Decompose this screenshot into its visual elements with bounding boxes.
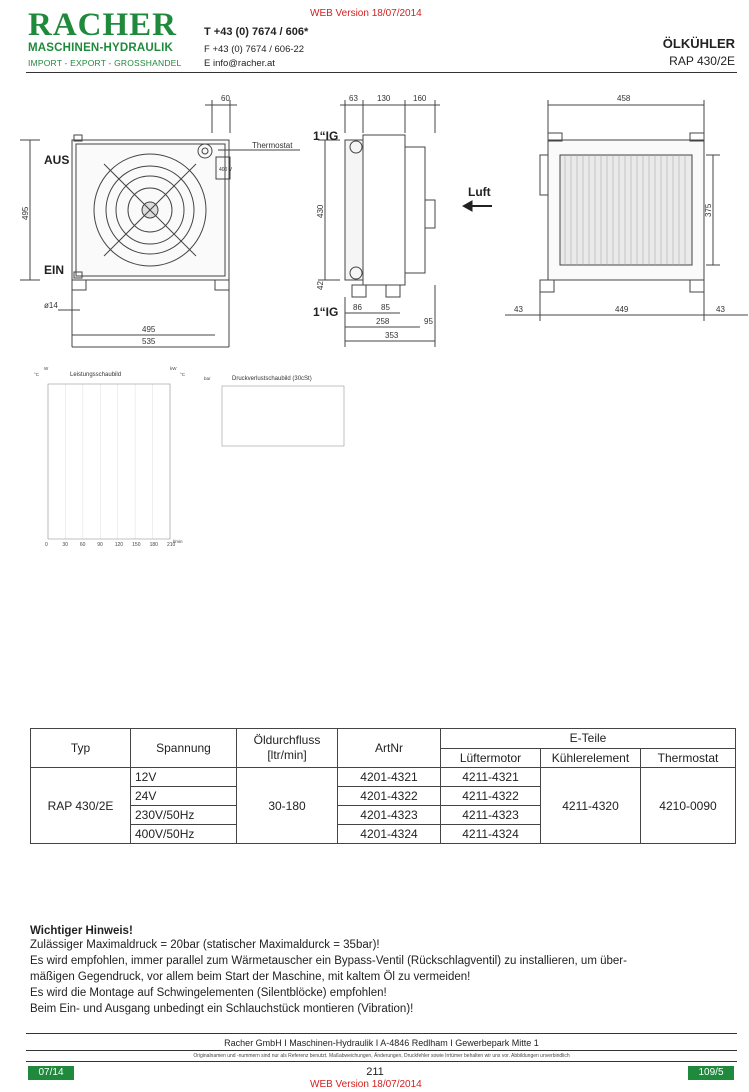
x-tick-label: 90 xyxy=(97,542,103,548)
x-tick-label: 150 xyxy=(132,542,141,548)
side-dim-right: 95 xyxy=(424,317,433,326)
x-tick-label: 0 xyxy=(45,542,48,548)
cell-thermostat: 4210-0090 xyxy=(641,768,736,844)
footer-company: Racher GmbH I Maschinen-Hydraulik I A-4846 Redlham I Gewerbepark Mitte 1 xyxy=(224,1038,539,1048)
side-dim-b2: 85 xyxy=(381,303,390,312)
x-tick-label: 210 xyxy=(167,542,176,548)
header-typ: Typ xyxy=(31,729,131,768)
notice-title: Wichtiger Hinweis! xyxy=(30,925,133,937)
header-flow xyxy=(237,729,338,768)
header-luefter: Lüftermotor xyxy=(441,748,541,768)
page-title: ÖLKÜHLER xyxy=(662,36,735,51)
model-name: RAP 430/2E xyxy=(669,54,735,68)
x-tick-label: 60 xyxy=(79,542,86,548)
side-dim-total: 353 xyxy=(385,331,399,340)
side-dim-1: 63 xyxy=(349,94,358,103)
front-dim-height: 495 xyxy=(21,206,30,220)
cell-artnr: 4201-4324 xyxy=(338,825,441,844)
port-top-label: 1“IG xyxy=(313,129,339,143)
footer-right-code: 109/5 xyxy=(688,1066,734,1080)
page-number: 211 xyxy=(366,1066,384,1078)
front-dim-inner: 495 xyxy=(142,325,156,334)
cell-luefter: 4211-4322 xyxy=(441,787,541,806)
thermostat-label: Thermostat xyxy=(252,141,293,150)
notice-line: Zulässiger Maximaldruck = 20bar (statischer Maximaldurck = 35bar)! xyxy=(30,939,380,951)
notice-line: Es wird die Montage auf Schwingelementen (Silentblöcke) empfohlen! xyxy=(30,987,387,999)
cell-spannung: 24V xyxy=(131,787,237,806)
company-line-1: MASCHINEN-HYDRAULIK xyxy=(28,42,173,54)
outlet-label: AUS xyxy=(44,153,70,167)
inlet-label: EIN xyxy=(44,263,65,277)
chart1-y-left-unit-1: W xyxy=(44,366,49,371)
x-tick-label: 30 xyxy=(62,542,68,548)
x-tick-label: 180 xyxy=(149,542,158,548)
pressure-loss-chart xyxy=(200,370,360,462)
side-dim-height: 430 xyxy=(316,204,325,218)
header-divider xyxy=(26,72,737,73)
web-version-bottom: WEB Version 18/07/2014 xyxy=(310,1079,422,1090)
side-dim-mid: 258 xyxy=(376,317,390,326)
cell-flow: 30-180 xyxy=(237,768,338,844)
front-dim-hole: ø14 xyxy=(44,301,58,310)
port-bottom-label: 1“IG xyxy=(313,305,339,319)
chart1-y-right-unit-2: °C xyxy=(180,372,186,377)
technical-drawing xyxy=(0,85,749,355)
email-address: E info@racher.at xyxy=(204,58,275,69)
cell-typ: RAP 430/2E xyxy=(31,768,131,844)
side-dim-small: 42 xyxy=(316,281,325,290)
cell-spannung: 400V/50Hz xyxy=(131,825,237,844)
footer-divider-top xyxy=(26,1033,737,1034)
notice-line: mäßigen Gegendruck, vor allem beim Start der Maschine, mit kaltem Öl zu vermeiden! xyxy=(30,971,471,983)
chart2-title: Druckverlustschaubild (30cSt) xyxy=(232,376,312,382)
cell-kuehler: 4211-4320 xyxy=(541,768,641,844)
cell-spannung: 12V xyxy=(131,768,237,787)
cell-luefter: 4211-4324 xyxy=(441,825,541,844)
side-dim-2: 130 xyxy=(377,94,391,103)
cell-artnr: 4201-4323 xyxy=(338,806,441,825)
header-kuehler: Kühlerelement xyxy=(541,748,641,768)
footer-divider-mid xyxy=(26,1050,737,1051)
chart1-y-left-unit-2: °C xyxy=(34,372,40,377)
header-eteile: E-Teile xyxy=(441,729,736,749)
footer-left-code: 07/14 xyxy=(28,1066,74,1080)
front-dim-outer: 535 xyxy=(142,337,156,346)
web-version-top: WEB Version 18/07/2014 xyxy=(310,8,422,19)
back-dim-b1: 43 xyxy=(514,305,523,314)
back-dim-top: 458 xyxy=(617,94,631,103)
chart2-y-unit: bar xyxy=(204,376,211,381)
notice-line: Es wird empfohlen, immer parallel zum Wärmetauscher ein Bypass-Ventil (Rückschlagventil) zu installieren, um über- xyxy=(30,955,627,967)
back-dim-height: 375 xyxy=(704,203,713,217)
front-dim-top: 60 xyxy=(221,94,230,103)
important-notice xyxy=(30,925,740,1017)
cell-artnr: 4201-4322 xyxy=(338,787,441,806)
header-artnr: ArtNr xyxy=(338,729,441,768)
airflow-label: Luft xyxy=(468,185,491,199)
cell-spannung: 230V/50Hz xyxy=(131,806,237,825)
warning-label: 400 V xyxy=(219,167,233,173)
back-dim-b2: 449 xyxy=(615,305,629,314)
cell-luefter: 4211-4321 xyxy=(441,768,541,787)
company-logo: RACHER xyxy=(28,7,178,43)
footer-divider-bottom xyxy=(26,1061,737,1062)
x-tick-label: 120 xyxy=(114,542,124,548)
spec-table xyxy=(30,728,736,844)
chart1-x-unit: l/min xyxy=(173,539,183,544)
chart1-title: Leistungsschaubild xyxy=(70,372,122,378)
notice-line: Beim Ein- und Ausgang unbedingt ein Schlauchstück montieren (Vibration)! xyxy=(30,1003,414,1015)
table-row xyxy=(31,768,736,787)
chart1-y-right-unit-1: kW xyxy=(170,366,177,371)
header-thermostat: Thermostat xyxy=(641,748,736,768)
company-line-2: IMPORT - EXPORT - GROSSHANDEL xyxy=(28,58,182,68)
footer-fine-print: Originalnamen und -nummern sind nur als Referenz benutzt. Maßabweichungen, Änderungen, Druckfehler sowie Irrtümer behalten wir uns vor. Abbildungen unverbindlich xyxy=(193,1053,570,1059)
side-dim-b1: 86 xyxy=(353,303,362,312)
phone-number: T +43 (0) 7674 / 606* xyxy=(204,26,309,38)
cell-luefter: 4211-4323 xyxy=(441,806,541,825)
fax-number: F +43 (0) 7674 / 606-22 xyxy=(204,44,305,55)
cell-artnr: 4201-4321 xyxy=(338,768,441,787)
side-dim-3: 160 xyxy=(413,94,427,103)
header-spannung: Spannung xyxy=(131,729,237,768)
back-dim-b3: 43 xyxy=(716,305,725,314)
performance-chart xyxy=(30,364,198,550)
header-flow-line1: Öldurchfluss xyxy=(253,733,321,747)
header-flow-line2: [ltr/min] xyxy=(267,748,307,762)
